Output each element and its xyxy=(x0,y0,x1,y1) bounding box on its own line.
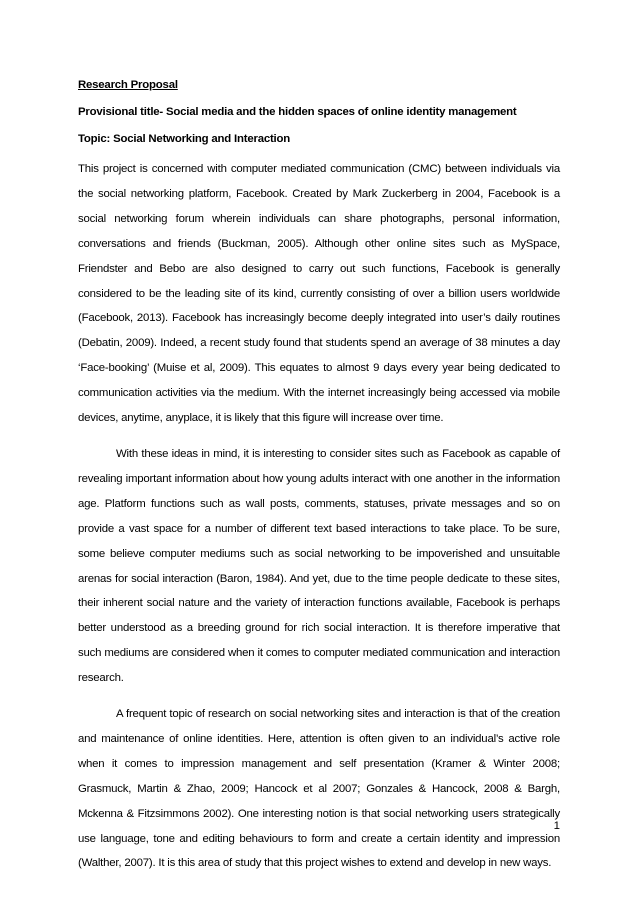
document-body xyxy=(78,77,560,876)
paragraph-intro: This project is concerned with computer mediated communication (CMC) between individuals via the social networking platform, Facebook. Created by Mark Zuckerberg in 2004, Facebook is a social networking forum wherein individuals can share photographs, personal information, conversations and friends (Buckman, 2005). Although other online sites such as MySpace, Friendster and Bebo are also designed to carry out such functions, Facebook is generally considered to be the leading site of its kind, currently consisting of over a billion users worldwide (Facebook, 2013). Facebook has increasingly become deeply integrated into user’s daily routines (Debatin, 2009). Indeed, a recent study found that students spend an average of 38 minutes a day ‘Face-booking’ (Muise et al, 2009). This equates to almost 9 days every year being dedicated to communication activities via the medium. With the internet increasingly being accessed via mobile devices, anytime, anyplace, it is likely that this figure will increase over time. xyxy=(78,163,560,425)
topic-heading: Topic: Social Networking and Interaction xyxy=(78,133,291,145)
provisional-title: Provisional title- Social media and the hidden spaces of online identity management xyxy=(78,106,517,118)
paragraph-second: With these ideas in mind, it is interesting to consider sites such as Facebook as capable of revealing important information about how young adults interact with one another in the information age. Platform functions such as wall posts, comments, statuses, private messages and so on provide a vast space for a number of different text based interactions to take place. To be sure, some believe computer mediums such as social networking to be impoverished and unsuitable arenas for social interaction (Baron, 1984). And yet, due to the time people dedicate to these sites, their inherent social nature and the variety of interaction functions available, Facebook is perhaps better understood as a breeding ground for rich social interaction. It is therefore imperative that such mediums are considered when it comes to computer mediated communication and interaction research. xyxy=(78,447,560,685)
document-heading: Research Proposal xyxy=(78,79,178,91)
page-number: 1 xyxy=(553,820,560,832)
paragraph-third: A frequent topic of research on social networking sites and interaction is that of the creation and maintenance of online identities. Here, attention is often given to an individual’s active role when it comes to impression management and self presentation (Kramer & Winter 2008; Grasmuck, Martin & Zhao, 2009; Hancock et al 2007; Gonzales & Hancock, 2008 & Bargh, Mckenna & Fitzsimmons 2002). One interesting notion is that social networking users strategically use language, tone and editing behaviours to form and create a certain identity and impression (Walther, 2007). It is this area of study that this project wishes to extend and develop in new ways. xyxy=(78,708,560,870)
